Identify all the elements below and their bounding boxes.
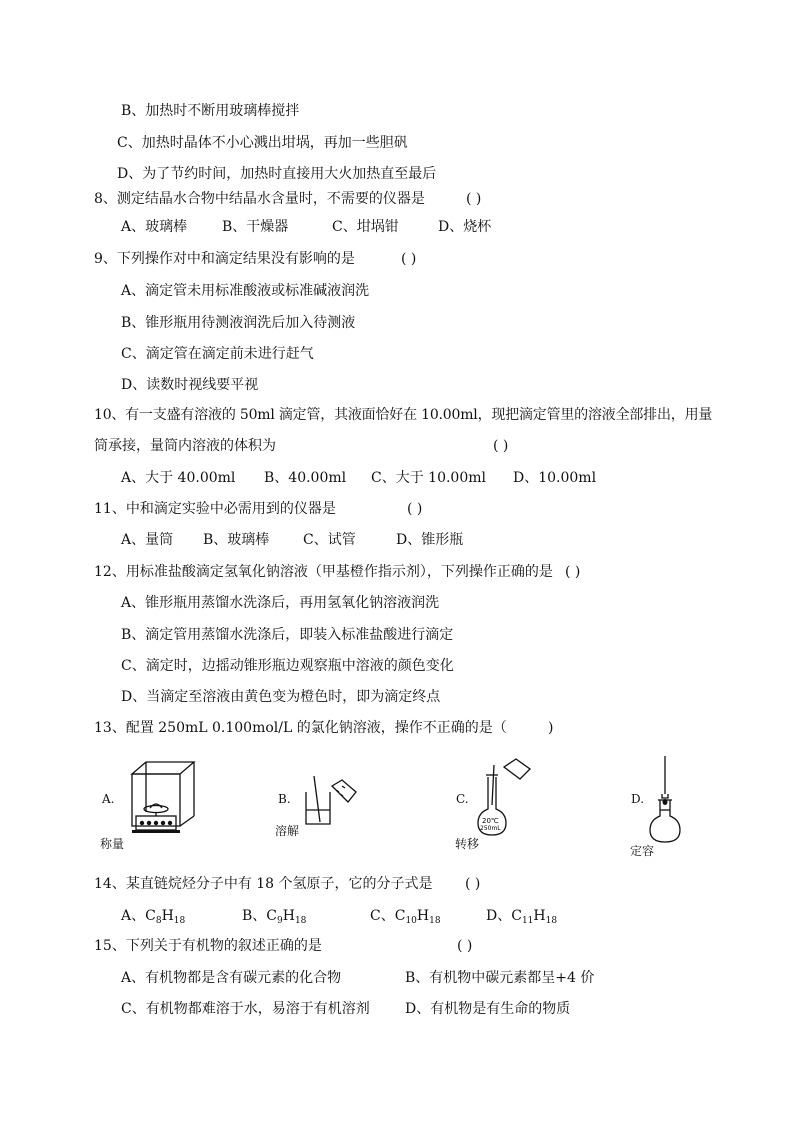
- q11-answer-paren: ( ): [407, 501, 423, 517]
- q14-option-b: B、$C_9H_{18}$: [242, 908, 307, 926]
- q9-stem: 9、下列操作对中和滴定结果没有影响的是: [94, 251, 355, 267]
- q8-option-a: A、玻璃棒: [121, 219, 188, 235]
- transfer-flask-figure: [474, 757, 532, 837]
- q12-option-d: D、当滴定至溶液由黄色变为橙色时，即为滴定终点: [121, 689, 441, 705]
- q10-option-d: D、10.00ml: [513, 470, 597, 486]
- q9-option-a: A、滴定管未用标准酸液或标准碱液润洗: [121, 283, 370, 299]
- q10-stem-line2: 筒承接，量筒内溶液的体积为: [94, 438, 276, 454]
- q10-stem-line1: 10、有一支盛有溶液的 50ml 滴定管，其液面恰好在 10.00ml，现把滴定管里的溶液全部排出，用量: [94, 407, 713, 423]
- q7-option-d: D、为了节约时间，加热时直接用大火加热直至最后: [117, 166, 437, 182]
- q15-answer-paren: ( ): [457, 938, 473, 954]
- q9-option-c: C、滴定管在滴定前未进行赶气: [121, 346, 314, 362]
- q11-option-c: C、试管: [303, 532, 356, 548]
- q11-stem: 11、中和滴定实验中必需用到的仪器是: [94, 501, 336, 517]
- flask-volume-label: 250mL: [480, 825, 501, 832]
- fig-c-caption: 转移: [455, 837, 480, 851]
- fig-b-letter: B.: [278, 792, 291, 806]
- q9-option-d: D、读数时视线要平视: [121, 377, 259, 393]
- volumetric-flask-figure: [648, 754, 688, 846]
- balance-figure: [124, 760, 200, 838]
- q14-stem: 14、某直链烷烃分子中有 18 个氢原子，它的分子式是: [94, 876, 433, 892]
- q14-option-a: A、$C_8H_{18}$: [121, 908, 186, 926]
- q13-stem: 13、配置 250mL 0.100mol/L 的氯化钠溶液，操作不正确的是（: [94, 720, 507, 736]
- q10-answer-paren: ( ): [493, 438, 509, 454]
- q12-answer-paren: ( ): [565, 564, 581, 580]
- fig-c-letter: C.: [456, 792, 469, 806]
- q9-answer-paren: ( ): [401, 251, 417, 267]
- q11-option-a: A、量筒: [121, 532, 174, 548]
- q15-option-b: B、有机物中碳元素都呈+4 价: [405, 970, 595, 986]
- q8-answer-paren: ( ): [466, 191, 482, 207]
- q13-answer-paren-close: ): [548, 720, 554, 736]
- q8-option-d: D、烧杯: [438, 219, 492, 235]
- q8-option-b: B、干燥器: [222, 219, 289, 235]
- fig-b-caption: 溶解: [275, 824, 300, 838]
- q15-stem: 15、下列关于有机物的叙述正确的是: [94, 938, 322, 954]
- q14-option-c: C、$C_{10}H_{18}$: [370, 908, 441, 926]
- q10-option-c: C、大于 10.00ml: [371, 470, 486, 486]
- q10-option-b: B、40.00ml: [264, 470, 347, 486]
- beaker-stirring-figure: [296, 772, 358, 828]
- q7-option-b: B、加热时不断用玻璃棒搅拌: [121, 103, 300, 119]
- fig-d-caption: 定容: [630, 844, 655, 858]
- q14-answer-paren: ( ): [465, 876, 481, 892]
- q10-option-a: A、大于 40.00ml: [121, 470, 236, 486]
- q8-stem: 8、测定结晶水合物中结晶水含量时，不需要的仪器是: [94, 191, 425, 207]
- fig-d-letter: D.: [631, 792, 645, 806]
- flask-temp-label: 20℃: [482, 817, 499, 825]
- fig-a-letter: A.: [102, 792, 115, 806]
- q12-stem: 12、用标准盐酸滴定氢氧化钠溶液（甲基橙作指示剂），下列操作正确的是: [94, 564, 553, 580]
- q14-option-d: D、$C_{11}H_{18}$: [486, 908, 558, 926]
- q9-option-b: B、锥形瓶用待测液润洗后加入待测液: [121, 315, 356, 331]
- q11-option-b: B、玻璃棒: [203, 532, 270, 548]
- q15-option-d: D、有机物是有生命的物质: [405, 1001, 571, 1017]
- q7-option-c: C、加热时晶体不小心溅出坩埚，再加一些胆矾: [117, 135, 408, 151]
- q12-option-a: A、锥形瓶用蒸馏水洗涤后，再用氢氧化钠溶液润洗: [121, 595, 440, 611]
- q12-option-c: C、滴定时，边摇动锥形瓶边观察瓶中溶液的颜色变化: [121, 658, 454, 674]
- q15-option-c: C、有机物都难溶于水，易溶于有机溶剂: [121, 1001, 370, 1017]
- q12-option-b: B、滴定管用蒸馏水洗涤后，即装入标准盐酸进行滴定: [121, 627, 454, 643]
- fig-a-caption: 称量: [100, 837, 125, 851]
- dropper-bulb-icon: [663, 799, 668, 805]
- q11-option-d: D、锥形瓶: [396, 532, 464, 548]
- q8-option-c: C、坩埚钳: [332, 219, 399, 235]
- q15-option-a: A、有机物都是含有碳元素的化合物: [121, 970, 342, 986]
